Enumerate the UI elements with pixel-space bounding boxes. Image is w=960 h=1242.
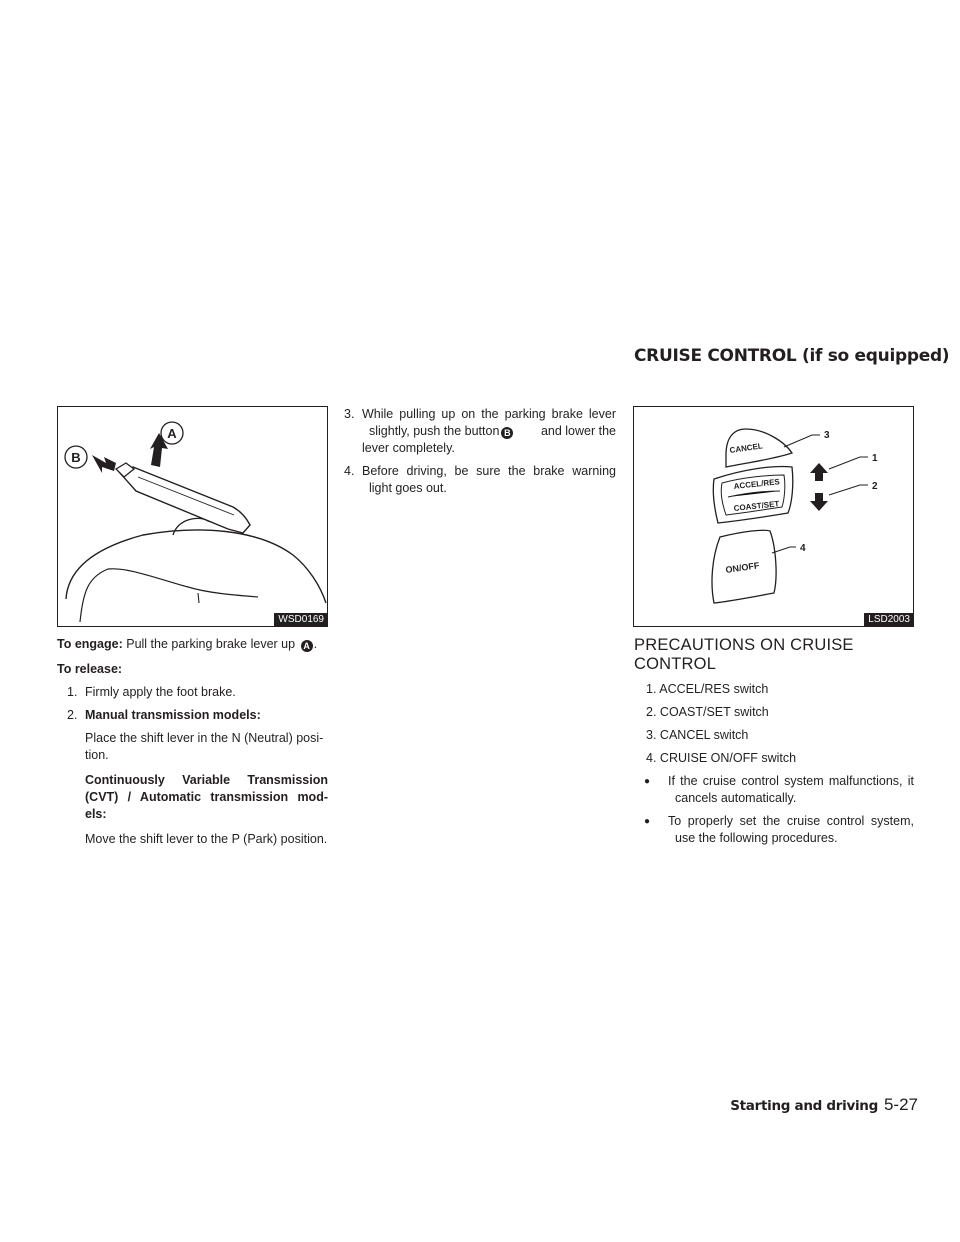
- left-column: [57, 636, 328, 848]
- item-number: 1.: [646, 682, 657, 696]
- text-line: cancels automatically.: [675, 791, 797, 805]
- precautions-heading: [634, 636, 924, 674]
- bullet-item: [634, 813, 914, 847]
- item-text: CANCEL switch: [659, 728, 749, 742]
- list-item: [634, 704, 914, 721]
- item-number: 4.: [646, 751, 657, 765]
- item-text: CRUISE ON/OFF switch: [659, 751, 797, 765]
- text-line: els:: [85, 807, 107, 821]
- release-step-4: [344, 463, 616, 497]
- figure-code: LSD2003: [864, 613, 913, 626]
- callout-2: 2: [872, 481, 878, 492]
- switch-list: [634, 681, 914, 767]
- cruise-switch-figure: [633, 406, 914, 627]
- text-line: (CVT) / Automatic transmission mod-: [85, 790, 328, 804]
- engage-paragraph: [57, 636, 328, 653]
- text-line: If the cruise control system malfunctions, it: [668, 774, 914, 788]
- text-line: Before driving, be sure the brake warning: [362, 464, 616, 478]
- release-step-1: [57, 684, 328, 701]
- bullet-icon: ●: [644, 776, 651, 787]
- figure-label-b: B: [71, 450, 81, 465]
- manual-transmission-text: [57, 730, 328, 764]
- on-off-label: ON/OFF: [724, 560, 760, 575]
- text-line: To properly set the cruise control system,: [668, 814, 914, 828]
- engage-label: To engage:: [57, 637, 123, 651]
- bullet-icon: ●: [644, 816, 651, 827]
- item-text: COAST/SET switch: [659, 705, 769, 719]
- marker-b: B: [501, 427, 513, 439]
- text-line: While pulling up on the parking brake lever: [362, 407, 616, 421]
- middle-column: [344, 406, 616, 497]
- accel-res-label: ACCEL/RES: [733, 477, 781, 491]
- callout-1: 1: [872, 453, 878, 464]
- step-number: 3.: [344, 407, 355, 421]
- engage-end: .: [313, 637, 318, 651]
- text-line: light goes out.: [369, 481, 447, 495]
- page-footer: [0, 1095, 918, 1115]
- list-item: [634, 681, 914, 698]
- figure-code: WSD0169: [274, 613, 327, 626]
- parking-brake-figure: [57, 406, 328, 627]
- heading-line: CONTROL: [634, 655, 717, 673]
- bullet-item: [634, 773, 914, 807]
- cruise-switch-illustration: [634, 407, 913, 626]
- figure-label-a: A: [167, 426, 177, 441]
- release-step-2: [57, 707, 328, 724]
- callout-3: 3: [824, 430, 830, 441]
- text-line: Continuously Variable Transmission: [85, 773, 328, 787]
- callout-4: 4: [800, 543, 806, 554]
- cancel-label: CANCEL: [729, 441, 764, 455]
- text-line: tion.: [85, 748, 109, 762]
- step-text: Firmly apply the foot brake.: [85, 685, 236, 699]
- page-number: 5-27: [883, 1095, 918, 1114]
- step-number: 1.: [67, 685, 78, 699]
- right-column: [634, 681, 914, 847]
- cvt-text: Move the shift lever to the P (Park) position.: [85, 832, 328, 846]
- list-item: [634, 750, 914, 767]
- step-number: 4.: [344, 464, 355, 478]
- text-line: lever completely.: [362, 441, 455, 455]
- section-title: CRUISE CONTROL (if so equipped): [634, 346, 950, 366]
- engage-text: Pull the parking brake lever up: [126, 637, 296, 651]
- heading-line: PRECAUTIONS ON CRUISE: [634, 636, 854, 654]
- text-line: use the following procedures.: [675, 831, 838, 845]
- step-title: Manual transmission models:: [85, 708, 261, 722]
- release-step-3: [344, 406, 616, 457]
- chapter-title: Starting and driving: [730, 1098, 878, 1114]
- step-number: 2.: [67, 708, 78, 722]
- coast-set-label: COAST/SET: [733, 499, 780, 513]
- item-number: 2.: [646, 705, 657, 719]
- step3-text-a: slightly, push the button: [369, 424, 500, 438]
- release-label: To release:: [57, 662, 123, 676]
- marker-a: A: [301, 640, 313, 652]
- text-line: [362, 423, 616, 440]
- cvt-title: [57, 772, 328, 823]
- step3-text-b: and lower the: [540, 424, 616, 438]
- item-number: 3.: [646, 728, 657, 742]
- list-item: [634, 727, 914, 744]
- text-line: Place the shift lever in the N (Neutral) posi-: [85, 731, 324, 745]
- parking-brake-illustration: [58, 407, 327, 626]
- item-text: ACCEL/RES switch: [659, 682, 769, 696]
